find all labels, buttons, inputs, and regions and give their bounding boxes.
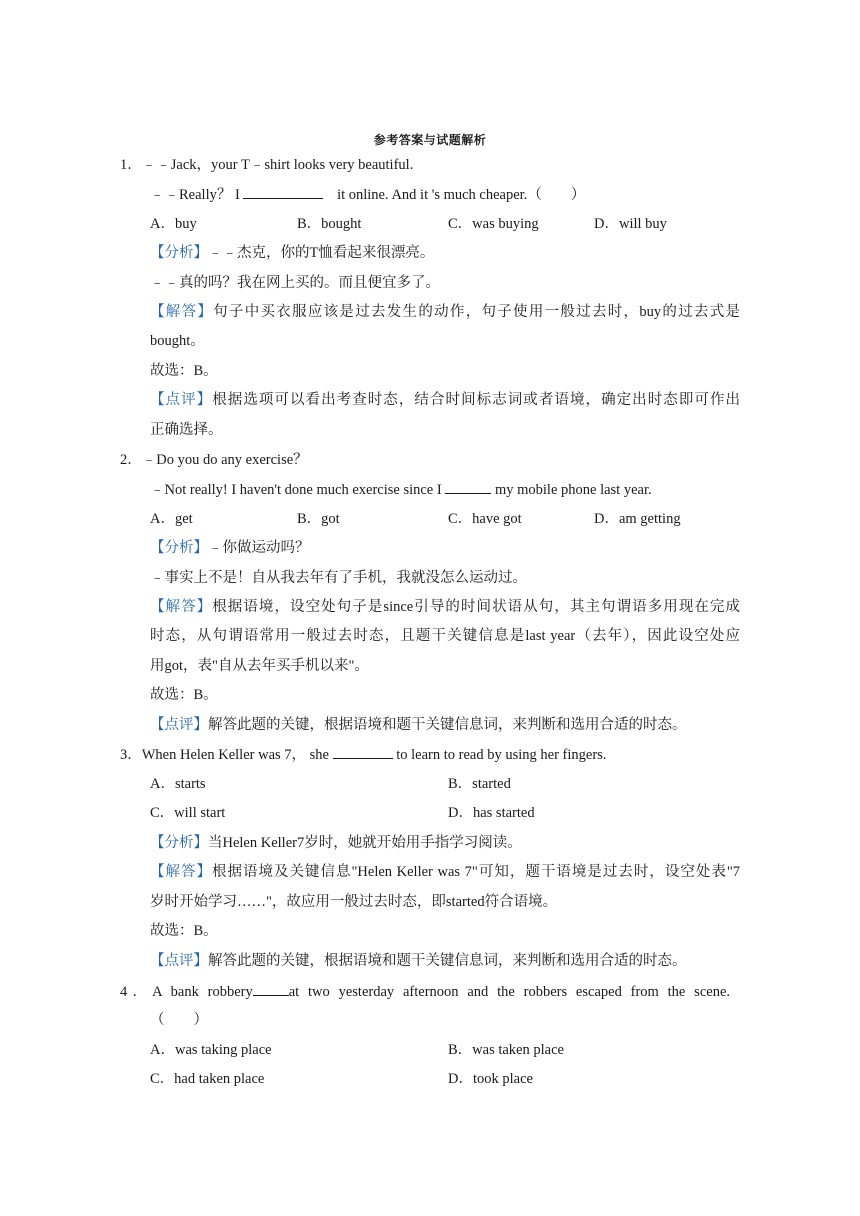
answer-blank — [243, 184, 323, 199]
analysis-text: ﹣﹣杰克，你的T恤看起来很漂亮。 — [208, 245, 435, 261]
analysis — [150, 538, 740, 558]
answer-text: 根据语境，设空处句子是since引导的时间状语从句，其主句谓语多用现在完成 — [212, 599, 740, 615]
option-b: B．started — [448, 776, 511, 792]
stem-text: my mobile phone last year. — [494, 482, 652, 498]
option-b: B．was taken place — [448, 1042, 564, 1058]
option-d: D．will buy — [594, 216, 667, 232]
comment — [150, 715, 740, 735]
stem-text: ﹣﹣Jack，your T﹣shirt looks very beautiful. — [141, 157, 414, 173]
analysis-text: ﹣事实上不是！自从我去年有了手机，我就没怎么运动过。 — [150, 570, 527, 586]
analysis-text: ﹣﹣真的吗？我在网上买的。而且便宜多了。 — [150, 275, 440, 291]
analysis-tag: 【分析】 — [150, 835, 208, 851]
answer — [150, 597, 740, 617]
answer-blank — [333, 744, 393, 759]
answer-tag: 【解答】 — [150, 304, 214, 320]
comment-tag: 【点评】 — [150, 953, 208, 969]
option-d: D．has started — [448, 805, 535, 821]
question-stem-line-2: （ ） — [150, 1012, 208, 1028]
comment-tag: 【点评】 — [150, 717, 208, 733]
comment-text: 解答此题的关键，根据语境和题干关键信息词，来判断和选用合适的时态。 — [208, 953, 687, 969]
answer-text: 用got，表"自从去年买手机以来"。 — [150, 658, 369, 674]
answer-text: bought。 — [150, 333, 205, 349]
analysis-text: 当Helen Keller7岁时，她就开始用手指学习阅读。 — [208, 835, 522, 851]
option-a: A．get — [150, 511, 193, 527]
analysis-tag: 【分析】 — [150, 540, 208, 556]
option-d: D．took place — [448, 1071, 533, 1087]
option-c: C．was buying — [448, 216, 539, 232]
answer-tag: 【解答】 — [150, 864, 212, 880]
question-number: 1． — [120, 157, 142, 173]
option-c: C．had taken place — [150, 1071, 265, 1087]
answer-blank — [445, 479, 491, 494]
answer-text: 岁时开始学习……"，故应用一般过去时态，即started符合语境。 — [150, 894, 558, 910]
comment — [150, 951, 740, 971]
option-b: B．bought — [297, 216, 362, 232]
analysis — [150, 833, 740, 853]
option-a: A．starts — [150, 776, 206, 792]
option-c: C．have got — [448, 511, 522, 527]
option-a: A．buy — [150, 216, 197, 232]
option-d: D．am getting — [594, 511, 681, 527]
stem-text: it online. And it 's much cheaper.（ ） — [337, 187, 586, 203]
stem-text: ﹣Do you do any exercise？ — [141, 452, 308, 468]
page-title: 参考答案与试题解析 — [373, 133, 487, 147]
answer-text: 句子中买衣服应该是过去发生的动作，句子使用一般过去时，buy的过去式是 — [213, 304, 740, 320]
stem-text: to learn to read by using her fingers. — [396, 747, 607, 763]
question-stem — [120, 450, 710, 470]
question-number: 3． — [120, 747, 142, 763]
chosen-answer: 故选：B。 — [150, 687, 218, 703]
answer — [150, 862, 740, 882]
question-stem-line-2 — [150, 479, 740, 500]
stem-text: ﹣﹣Really？ I — [150, 187, 240, 203]
comment-text: 正确选择。 — [150, 422, 223, 438]
question-stem — [120, 155, 710, 175]
answer-text: 时态，从句谓语常用一般过去时态，且题干关键信息是last year（去年），因此设空处应 — [150, 628, 740, 644]
stem-text: When Helen Keller was 7， she — [141, 747, 329, 763]
option-b: B．got — [297, 511, 340, 527]
question-number: 2． — [120, 452, 142, 468]
analysis — [150, 243, 740, 263]
analysis-tag: 【分析】 — [150, 245, 208, 261]
question-number: 4． — [120, 984, 153, 1000]
stem-text: at two yesterday afternoon and the robbers escaped from the scene. — [288, 984, 731, 1000]
chosen-answer: 故选：B。 — [150, 363, 218, 379]
comment — [150, 390, 740, 410]
option-a: A．was taking place — [150, 1042, 272, 1058]
answer — [150, 302, 740, 322]
analysis-text: ﹣你做运动吗？ — [208, 540, 310, 556]
answer-blank — [253, 981, 289, 996]
stem-text: A bank robbery — [152, 984, 253, 1000]
comment-text: 解答此题的关键，根据语境和题干关键信息词，来判断和选用合适的时态。 — [208, 717, 687, 733]
question-stem — [120, 744, 710, 765]
question-stem-line-2 — [150, 184, 740, 205]
answer-tag: 【解答】 — [150, 599, 213, 615]
chosen-answer: 故选：B。 — [150, 923, 218, 939]
comment-tag: 【点评】 — [150, 392, 213, 408]
option-c: C．will start — [150, 805, 226, 821]
comment-text: 根据选项可以看出考查时态，结合时间标志词或者语境，确定出时态即可作出 — [212, 392, 740, 408]
answer-text: 根据语境及关键信息"Helen Keller was 7"可知，题干语境是过去时，设空处表"7 — [212, 864, 741, 880]
stem-text: ﹣Not really! I haven't done much exercise since I — [150, 482, 442, 498]
question-stem — [120, 981, 730, 1002]
